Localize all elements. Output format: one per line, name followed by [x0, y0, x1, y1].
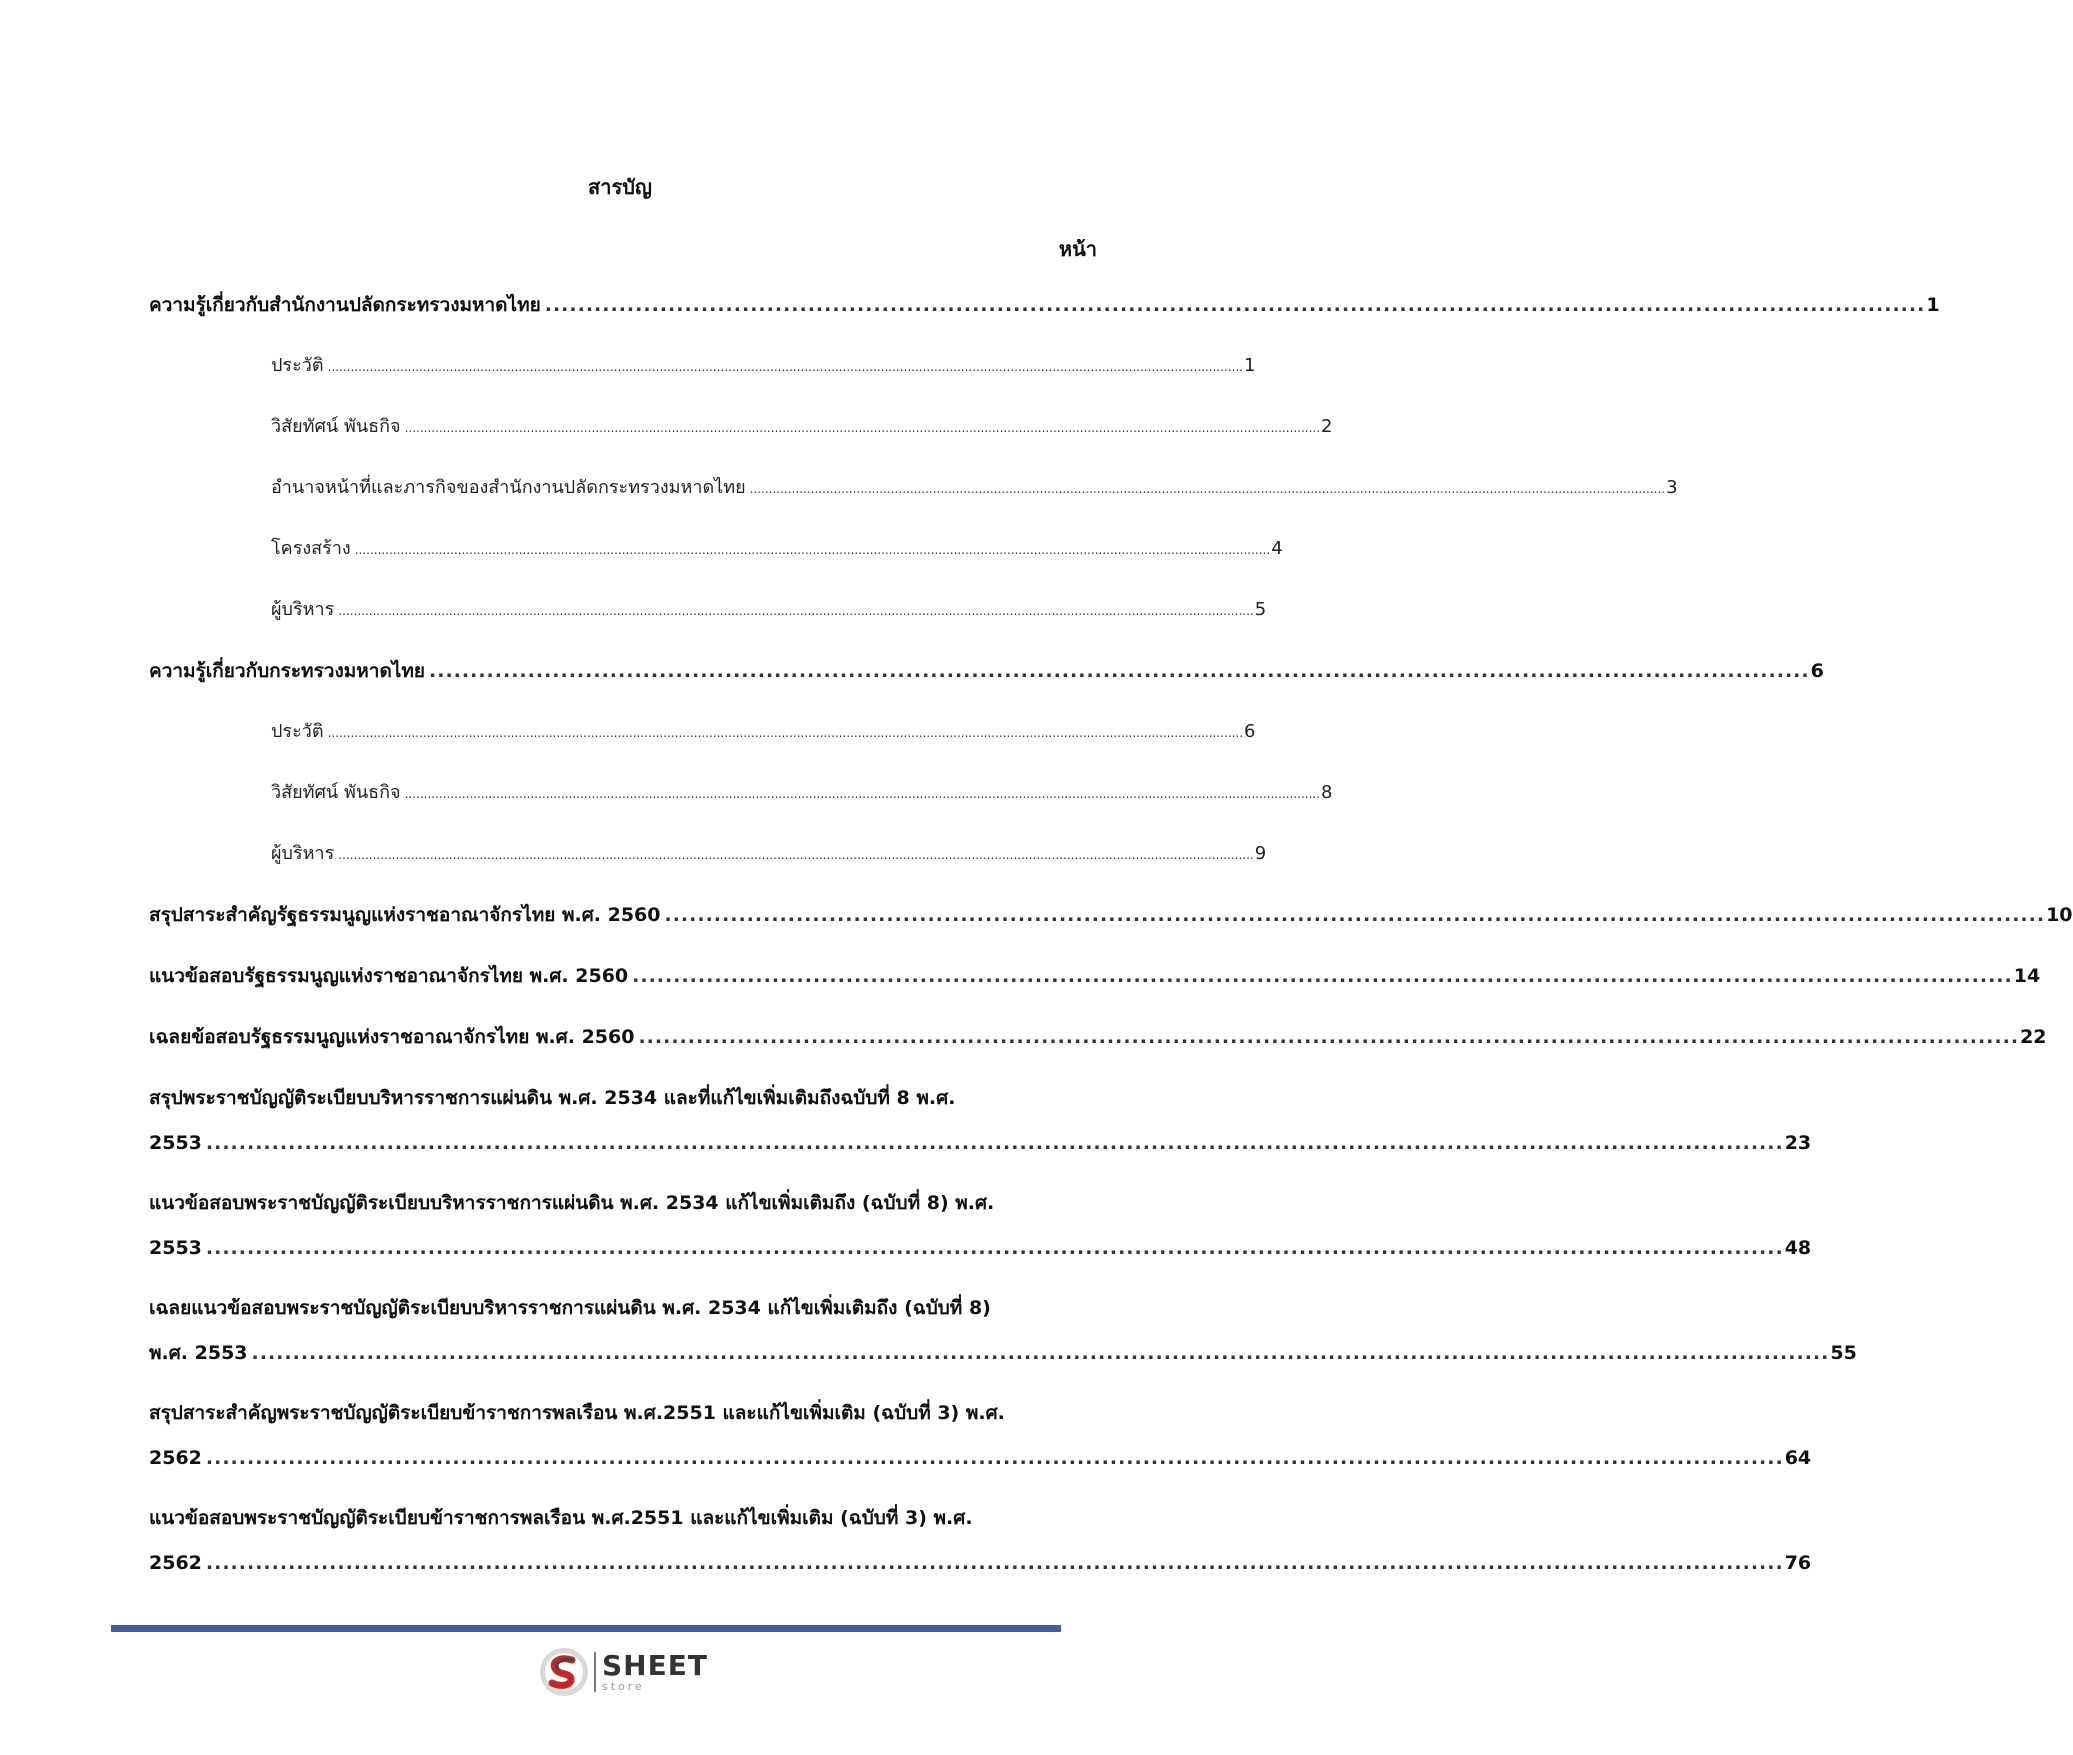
toc-entry-constitution-answers[interactable]: [149, 1022, 2047, 1083]
toc-entry-continuation: [149, 1443, 1812, 1503]
toc-subentry-vision[interactable]: [149, 778, 1333, 839]
dot-leader: ........................................................................................................................................................................: [544, 294, 1926, 316]
toc-subentry-structure[interactable]: [149, 534, 1283, 595]
toc-entry-page: 55: [1830, 1342, 1857, 1364]
toc-subentry-history[interactable]: [149, 717, 1256, 778]
toc-entry-page: 5: [1254, 599, 1267, 620]
toc-entry-civil-service-exam[interactable]: [149, 1503, 1812, 1608]
dot-leader: ................................................................................................................................................................................................: [251, 1342, 1830, 1364]
toc-subentry-vision[interactable]: [149, 412, 1333, 473]
toc-entry-label: อำนาจหน้าที่และภารกิจของสำนักงานปลัดกระทรวงมหาดไทย: [271, 477, 746, 498]
toc-entry-label: ความรู้เกี่ยวกับสำนักงานปลัดกระทรวงมหาดไทย: [149, 294, 541, 316]
toc-entry-page: 22: [2020, 1026, 2047, 1048]
toc-entry-page: 4: [1271, 538, 1283, 559]
toc-entry-label: แนวข้อสอบรัฐธรรมนูญแห่งราชอาณาจักรไทย พ.ศ. 2560: [149, 965, 629, 987]
toc-entry-admin-act-summary[interactable]: [149, 1083, 1812, 1188]
toc-entry-label: ผู้บริหาร: [271, 843, 335, 864]
logo-separator: [594, 1652, 596, 1692]
toc-subentry-history[interactable]: [149, 351, 1256, 412]
sheet-store-s-logo-icon: [538, 1646, 590, 1698]
logo-subtext: store: [602, 1680, 645, 1693]
toc-entry-label-continued: พ.ศ. 2553: [149, 1342, 248, 1364]
toc-subentry-duties[interactable]: [149, 473, 1678, 534]
dot-leader: ................................................................................................................................................................................................................................................: [404, 787, 1321, 801]
toc-entry-label-continued: 2553: [149, 1237, 202, 1259]
toc-entry-constitution-exam[interactable]: [149, 961, 2041, 1022]
dot-leader: ................................................................................................................................................................................................................................................: [338, 604, 1254, 618]
table-of-contents: [149, 290, 2073, 1608]
toc-entry-constitution-summary[interactable]: [149, 900, 2073, 961]
toc-entry-label: สรุปสาระสำคัญรัฐธรรมนูญแห่งราชอาณาจักรไทย พ.ศ. 2560: [149, 904, 661, 926]
toc-entry-continuation: [149, 1548, 1812, 1608]
toc-entry-label: ประวัติ: [271, 355, 324, 376]
footer-rule: [111, 1625, 1061, 1632]
toc-entry-page: 1: [1926, 294, 1940, 316]
toc-entry-continuation: [149, 1128, 1812, 1188]
toc-entry-label: สรุปสาระสำคัญพระราชบัญญัติระเบียบข้าราชการพลเรือน พ.ศ.2551 และแก้ไขเพิ่มเติม (ฉบับที่ 3) พ.ศ.: [149, 1402, 1005, 1424]
toc-entry-admin-act-answers[interactable]: [149, 1293, 1857, 1398]
toc-entry-label: ความรู้เกี่ยวกับกระทรวงมหาดไทย: [149, 660, 426, 682]
dot-leader: ........................................................................................................................................................................: [429, 660, 1810, 682]
dot-leader: ................................................................................................................................................................................................................................................: [327, 726, 1244, 740]
dot-leader: ........................................................................................................................................................................: [632, 965, 2013, 987]
toc-entry-page: 64: [1784, 1447, 1812, 1469]
toc-entry-admin-act-exam[interactable]: [149, 1188, 1812, 1293]
toc-entry-page: 2: [1321, 416, 1333, 437]
page-number-header: หน้า: [1058, 237, 1097, 261]
toc-entry-label: เฉลยแนวข้อสอบพระราชบัญญัติระเบียบบริหารราชการแผ่นดิน พ.ศ. 2534 แก้ไขเพิ่มเติมถึง (ฉบับที่ 8): [149, 1297, 991, 1319]
toc-entry-continuation: [149, 1233, 1812, 1293]
toc-entry-label: แนวข้อสอบพระราชบัญญัติระเบียบบริหารราชการแผ่นดิน พ.ศ. 2534 แก้ไขเพิ่มเติมถึง (ฉบับที่ 8) พ.ศ.: [149, 1192, 995, 1214]
sheet-store-logo: [538, 1646, 708, 1698]
toc-entry-ministry[interactable]: [149, 656, 1824, 717]
dot-leader: ................................................................................................................................................................................................................................................: [404, 421, 1321, 435]
dot-leader: ................................................................................................................................................................................................................................................: [327, 360, 1244, 374]
toc-entry-label: ผู้บริหาร: [271, 599, 335, 620]
toc-entry-mi-office[interactable]: [149, 290, 1940, 351]
dot-leader: ................................................................................................................................................................................................: [205, 1552, 1784, 1574]
dot-leader: ................................................................................................................................................................................................: [205, 1237, 1784, 1259]
toc-entry-page: 48: [1784, 1237, 1812, 1259]
toc-entry-label: โครงสร้าง: [271, 538, 351, 559]
toc-entry-page: 6: [1810, 660, 1824, 682]
toc-entry-page: 10: [2046, 904, 2073, 926]
dot-leader: ................................................................................................................................................................................................................................................: [354, 543, 1271, 557]
dot-leader: ................................................................................................................................................................................................................................................: [338, 848, 1254, 862]
toc-entry-label-continued: 2553: [149, 1132, 202, 1154]
logo-wordmark: [602, 1649, 708, 1693]
toc-entry-label: ประวัติ: [271, 721, 324, 742]
toc-entry-page: 8: [1321, 782, 1333, 803]
dot-leader: ................................................................................................................................................................................................: [205, 1132, 1784, 1154]
dot-leader: ........................................................................................................................................................................: [664, 904, 2046, 926]
toc-entry-label: วิสัยทัศน์ พันธกิจ: [271, 416, 401, 437]
page-title: สารบัญ: [588, 175, 652, 199]
toc-entry-label: เฉลยข้อสอบรัฐธรรมนูญแห่งราชอาณาจักรไทย พ.ศ. 2560: [149, 1026, 635, 1048]
toc-entry-page: 3: [1666, 477, 1678, 498]
toc-entry-civil-service-summary[interactable]: [149, 1398, 1812, 1503]
toc-entry-page: 76: [1784, 1552, 1812, 1574]
toc-entry-continuation: [149, 1338, 1857, 1398]
toc-entry-page: 1: [1244, 355, 1256, 376]
toc-entry-page: 23: [1784, 1132, 1812, 1154]
dot-leader: ................................................................................................................................................................................................: [205, 1447, 1784, 1469]
toc-entry-label: แนวข้อสอบพระราชบัญญัติระเบียบข้าราชการพลเรือน พ.ศ.2551 และแก้ไขเพิ่มเติม (ฉบับที่ 3) พ.ศ.: [149, 1507, 973, 1529]
toc-entry-label: สรุปพระราชบัญญัติระเบียบบริหารราชการแผ่นดิน พ.ศ. 2534 และที่แก้ไขเพิ่มเติมถึงฉบับที่ 8 พ.ศ.: [149, 1087, 956, 1109]
toc-subentry-executives[interactable]: [149, 595, 1267, 656]
toc-entry-page: 9: [1254, 843, 1267, 864]
toc-entry-label-continued: 2562: [149, 1447, 202, 1469]
logo-text: SHEET: [602, 1649, 708, 1682]
dot-leader: ........................................................................................................................................................................: [638, 1026, 2020, 1048]
toc-entry-page: 6: [1244, 721, 1256, 742]
toc-entry-label: วิสัยทัศน์ พันธกิจ: [271, 782, 401, 803]
toc-entry-page: 14: [2013, 965, 2041, 987]
toc-subentry-executives[interactable]: [149, 839, 1267, 900]
toc-entry-label-continued: 2562: [149, 1552, 202, 1574]
dot-leader: ................................................................................................................................................................................................................................................: [749, 482, 1666, 496]
